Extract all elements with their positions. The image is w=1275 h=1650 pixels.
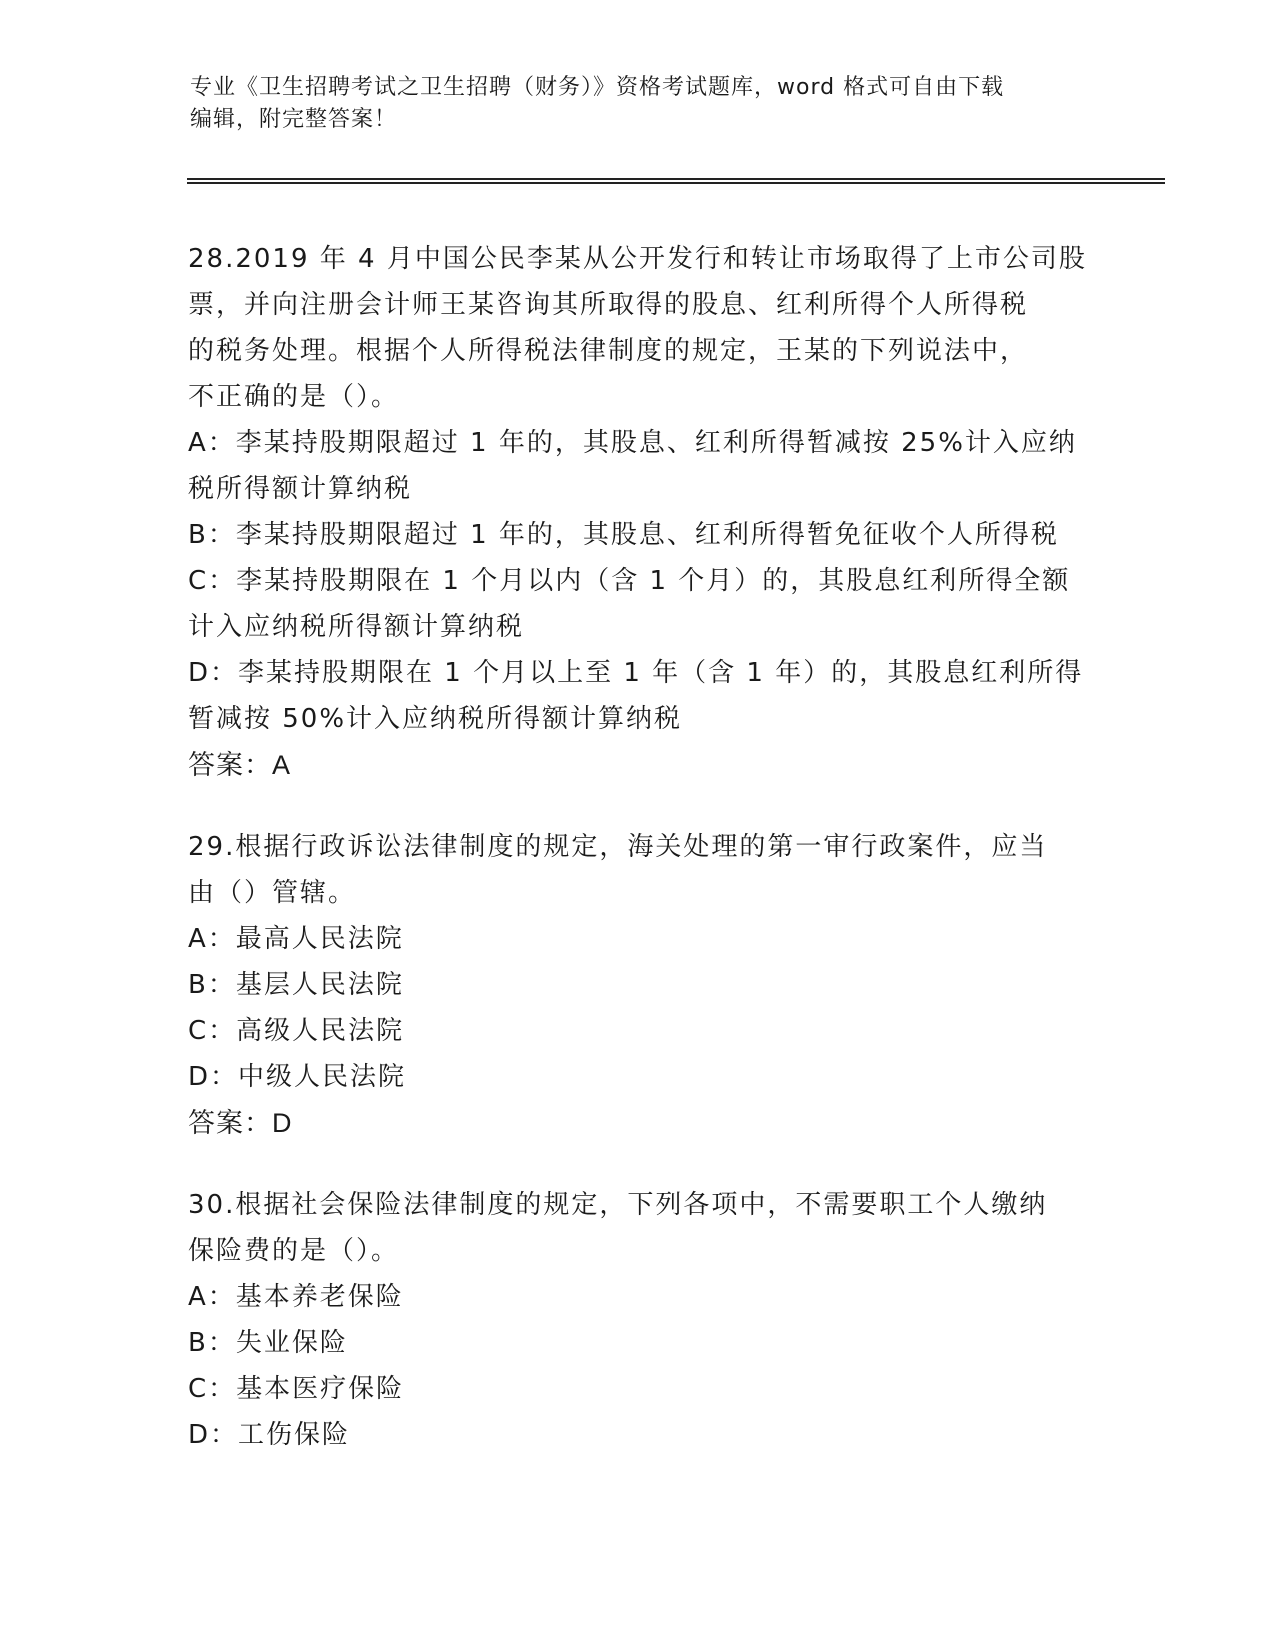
question-stem-line: 29.根据行政诉讼法律制度的规定，海关处理的第一审行政案件，应当	[188, 832, 1048, 862]
answer-label: 答案：D	[188, 1108, 293, 1138]
option-c: C：高级人民法院	[188, 1016, 405, 1046]
option-d-continued: 暂减按 50%计入应纳税所得额计算纳税	[188, 704, 683, 734]
answer-label: 答案：A	[188, 750, 292, 780]
question-stem-line: 的税务处理。根据个人所得税法律制度的规定，王某的下列说法中，	[188, 336, 1029, 366]
question-29	[188, 824, 1088, 1146]
option-a-continued: 税所得额计算纳税	[188, 474, 413, 504]
question-stem-line: 30.根据社会保险法律制度的规定，下列各项中，不需要职工个人缴纳	[188, 1190, 1048, 1220]
option-b: B：失业保险	[188, 1328, 348, 1358]
question-stem-line: 由（）管辖。	[188, 878, 357, 908]
header-divider	[187, 178, 1165, 184]
question-stem-line: 不正确的是（）。	[188, 382, 400, 412]
option-c: C：基本医疗保险	[188, 1374, 405, 1404]
option-d: D：工伤保险	[188, 1420, 351, 1450]
header-line-2: 编辑，附完整答案！	[190, 107, 398, 132]
option-a: A：李某持股期限超过 1 年的，其股息、红利所得暂减按 25%计入应纳	[188, 428, 1077, 458]
header-line-1: 专业《卫生招聘考试之卫生招聘（财务）》资格考试题库，word 格式可自由下载	[190, 75, 1005, 100]
option-d: D：中级人民法院	[188, 1062, 407, 1092]
option-a: A：最高人民法院	[188, 924, 404, 954]
option-c-continued: 计入应纳税所得额计算纳税	[188, 612, 525, 642]
question-28	[188, 236, 1088, 788]
option-d: D：李某持股期限在 1 个月以上至 1 年（含 1 年）的，其股息红利所得	[188, 658, 1084, 688]
document-header	[190, 72, 1090, 136]
option-c: C：李某持股期限在 1 个月以内（含 1 个月）的，其股息红利所得全额	[188, 566, 1071, 596]
question-list	[188, 236, 1088, 1458]
question-spacer	[188, 788, 1088, 824]
option-b: B：李某持股期限超过 1 年的，其股息、红利所得暂免征收个人所得税	[188, 520, 1059, 550]
option-a: A：基本养老保险	[188, 1282, 404, 1312]
question-spacer	[188, 1146, 1088, 1182]
question-stem-line: 保险费的是（）。	[188, 1236, 400, 1266]
question-30	[188, 1182, 1088, 1458]
question-stem-line: 28.2019 年 4 月中国公民李某从公开发行和转让市场取得了上市公司股	[188, 244, 1087, 274]
option-b: B：基层人民法院	[188, 970, 404, 1000]
question-stem-line: 票，并向注册会计师王某咨询其所取得的股息、红利所得个人所得税	[188, 290, 1029, 320]
